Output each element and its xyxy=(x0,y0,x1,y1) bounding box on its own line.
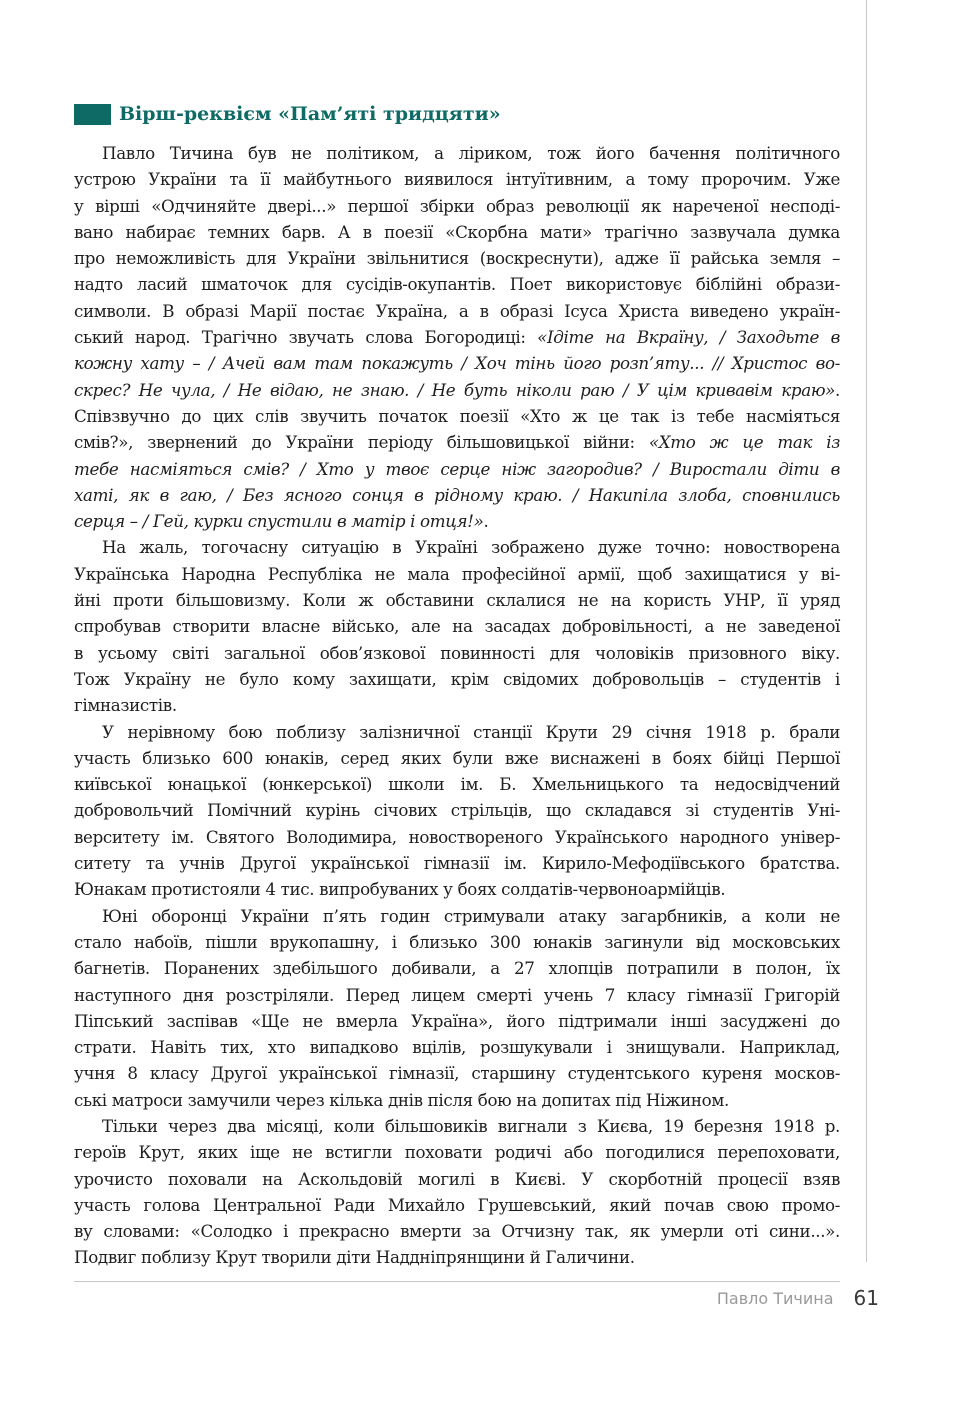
text-line: багнетів. Поранених здебільшого добивали, а 27 хлопців потрапили в полон, їх xyxy=(74,958,840,979)
text-line xyxy=(74,350,840,376)
text-line: участь близько 600 юнаків, серед яких були вже виснажені в боях бійці Першої xyxy=(74,747,840,768)
quoted-verse: тебе насміяться смів? / Хто у твоє серце ніж загородив? / Виростали діти в xyxy=(74,458,840,479)
text-segment: . xyxy=(835,379,840,400)
quoted-verse: скрес? Не чула, / Не відаю, не знаю. / Не буть ніколи раю / У цім кривавім краю» xyxy=(74,379,836,400)
quoted-verse: хаті, як в гаю, / Без ясного сонця в рідному краю. / Накипіла злоба, сповнились xyxy=(74,484,840,505)
text-line: надто ласий шматочок для сусідів-окупантів. Поет використовує біблійні образи- xyxy=(74,274,840,295)
paragraph xyxy=(74,1113,840,1271)
article-body xyxy=(74,140,840,1271)
text-line: Українська Народна Республіка не мала професійної армії, щоб захищатися у ві- xyxy=(74,563,840,584)
text-line: Тож Україну не було кому захищати, крім свідомих добровольців – студентів і xyxy=(74,668,840,689)
text-line xyxy=(74,456,840,482)
text-line: ву словами: «Солодко і прекрасно вмерти за Отчизну так, як умерли оті сини...». xyxy=(74,1221,840,1242)
text-line: страти. Навіть тих, хто випадково вцілів, розшукували і знищували. Наприклад, xyxy=(74,1037,840,1058)
text-line: героїв Крут, яких іще не встигли поховати родичі або погодилися перепоховати, xyxy=(74,1142,840,1163)
running-footer-author: Павло Тичина xyxy=(716,1288,834,1308)
text-line: У нерівному бою поблизу залізничної станції Крути 29 січня 1918 р. брали xyxy=(102,721,840,742)
text-line: гімназистів. xyxy=(74,695,177,716)
quoted-verse: «Хто ж це так із xyxy=(648,432,841,453)
text-line xyxy=(74,324,840,350)
quoted-verse: «Ідіте на Вкраїну, / Заходьте в xyxy=(537,327,840,348)
text-line: в усьому світі загальної обов’язкової повинності для чоловіків призовного віку. xyxy=(74,642,840,663)
text-line: Подвиг поблизу Крут творили діти Наддніпрянщини й Галичини. xyxy=(74,1247,635,1268)
text-line xyxy=(74,429,840,455)
text-line xyxy=(74,508,840,534)
margin-rule xyxy=(866,0,867,1262)
text-line: київської юнацької (юнкерської) школи ім. Б. Хмельницького та недосвідчений xyxy=(74,774,840,795)
text-line: устрою України та її майбутнього виявилося інтуїтивним, а тому пророчим. Уже xyxy=(74,169,840,190)
text-line: про неможливість для України звільнитися (воскреснути), адже її райська земля – xyxy=(74,248,840,269)
text-line xyxy=(74,377,840,403)
paragraph xyxy=(74,140,840,534)
paragraph xyxy=(74,903,840,1113)
text-line: йні проти більшовизму. Коли ж обставини склалися не на користь УНР, її уряд xyxy=(74,590,840,611)
text-line: Тільки через два місяці, коли більшовиків вигнали з Києва, 19 березня 1918 р. xyxy=(102,1115,840,1136)
footer-rule xyxy=(74,1281,840,1282)
text-line: ські матроси замучили через кілька днів після бою на допитах під Ніжином. xyxy=(74,1089,729,1110)
text-line: На жаль, тогочасну ситуацію в Україні зображено дуже точно: новостворена xyxy=(102,537,840,558)
text-segment: смів?», звернений до України періоду більшовицької війни: xyxy=(74,432,649,453)
text-segment: . xyxy=(483,511,489,532)
text-line: Павло Тичина був не політиком, а ліриком, тож його бачення політичного xyxy=(102,143,840,163)
heading-marker xyxy=(74,104,111,125)
text-line: учня 8 класу Другої української гімназії, старшину студентського куреня москов- xyxy=(74,1063,840,1084)
paragraph xyxy=(74,719,840,903)
quoted-verse: кожну хату – / Ачей вам там покажуть / Хоч тінь його розп’яту... // Христос во- xyxy=(74,353,840,374)
section-heading xyxy=(74,101,834,127)
paragraph xyxy=(74,534,840,718)
section-title: Вірш-реквієм «Пам’яті тридцяти» xyxy=(119,103,501,125)
page-number: 61 xyxy=(853,1286,879,1310)
text-line: стало набоїв, пішли врукопашну, і близько 300 юнаків загинули від московських xyxy=(74,931,840,952)
text-line: у вірші «Одчиняйте двері...» першої збірки образ революції як нареченої несподі- xyxy=(74,195,840,216)
text-line: верситету ім. Святого Володимира, новоствореного Українського народного універ- xyxy=(74,826,840,847)
text-line: Юні оборонці України п’ять годин стримували атаку загарбників, а коли не xyxy=(102,905,840,926)
text-line: Співзвучно до цих слів звучить початок поезії «Хто ж це так із тебе насміяться xyxy=(74,405,840,426)
text-line: Юнакам протистояли 4 тис. випробуваних у боях солдатів-червоноармійців. xyxy=(74,879,726,900)
text-line: ситету та учнів Другої української гімназії ім. Кирило-Мефодіївського братства. xyxy=(74,853,840,874)
text-line: спробував створити власне військо, але на засадах добровільності, а не заведеної xyxy=(74,616,840,637)
text-line: урочисто поховали на Аскольдовій могилі в Києві. У скорботній процесії взяв xyxy=(74,1168,840,1189)
text-line: добровольчий Помічний курінь січових стрільців, що складався зі студентів Уні- xyxy=(74,800,840,821)
text-segment: ський народ. Трагічно звучать слова Богородиці: xyxy=(74,327,538,348)
text-line: символи. В образі Марії постає Україна, а в образі Ісуса Христа виведено україн- xyxy=(74,300,840,321)
text-line: участь голова Центральної Ради Михайло Грушевський, який почав свою промо- xyxy=(74,1194,840,1215)
text-line xyxy=(74,482,840,508)
text-line: Піпський заспівав «Ще не вмерла Україна», його підтримали інші засуджені до xyxy=(74,1010,840,1031)
text-line: вано набирає темних барв. А в поезії «Скорбна мати» трагічно зазвучала думка xyxy=(74,221,840,242)
quoted-verse: серця – / Гей, курки спустили в матір і отця!» xyxy=(74,511,484,532)
text-line: наступного дня розстріляли. Перед лицем смерті учень 7 класу гімназії Григорій xyxy=(74,984,840,1005)
page-footer xyxy=(717,1283,879,1313)
